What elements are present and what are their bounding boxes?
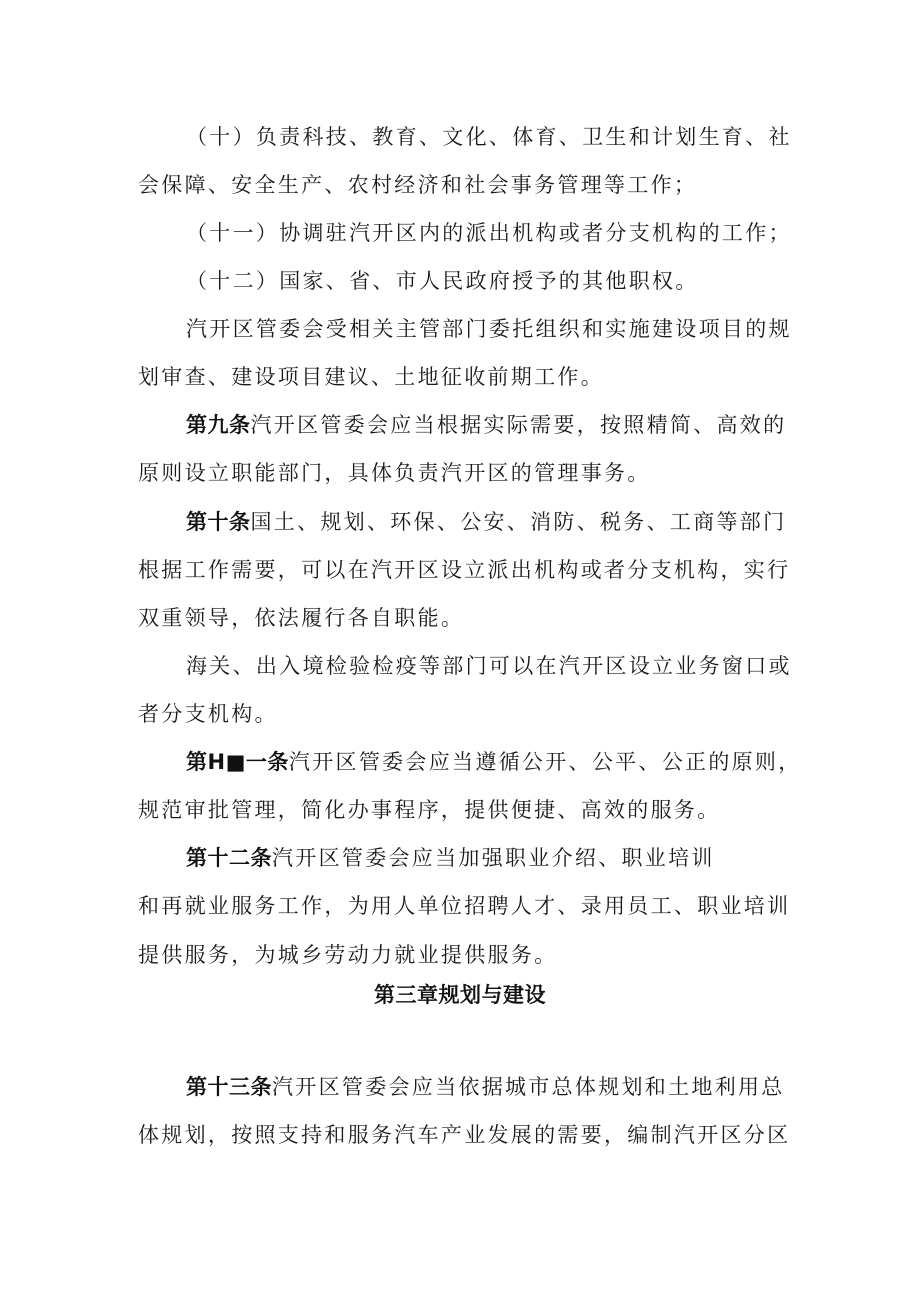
paragraph-item-12: （十二）国家、省、市人民政府授予的其他职权。 — [186, 269, 699, 293]
article-13-line-2: 体规划，按照支持和服务汽车产业发展的需要，编制汽开区分区 — [138, 1123, 791, 1147]
article-9-text: 汽开区管委会应当根据实际需要，按照精简、高效的 — [250, 413, 787, 437]
article-11-label: 第H■一条 — [186, 750, 289, 774]
article-11-text: 汽开区管委会应当遵循公开、公平、公正的原则， — [288, 750, 802, 774]
article-10-line-3: 双重领导，依法履行各自职能。 — [138, 606, 465, 630]
article-10-label: 第十条 — [186, 510, 251, 534]
article-11-line-1 — [186, 747, 802, 777]
chapter-3-heading: 第三章规划与建设 — [374, 983, 546, 1007]
article-13-line-1 — [186, 1072, 785, 1102]
article-12-text: 汽开区管委会应当加强职业介绍、职业培训 — [272, 846, 715, 870]
paragraph-item-10-line-1: （十）负责科技、教育、文化、体育、卫生和计划生育、社 — [186, 125, 792, 149]
article-13-label: 第十三条 — [186, 1075, 272, 1099]
article-12-line-3: 提供服务，为城乡劳动力就业提供服务。 — [138, 943, 558, 967]
article-11-line-2: 规范审批管理，简化办事程序，提供便捷、高效的服务。 — [138, 798, 721, 822]
paragraph-commission-line-1: 汽开区管委会受相关主管部门委托组织和实施建设项目的规 — [186, 317, 792, 341]
paragraph-commission-line-2: 划审查、建设项目建议、土地征收前期工作。 — [138, 365, 604, 389]
article-9-line-1 — [186, 410, 786, 440]
article-10-text: 国土、规划、环保、公安、消防、税务、工商等部门 — [250, 510, 787, 534]
paragraph-item-10-line-2: 会保障、安全生产、农村经济和社会事务管理等工作； — [138, 173, 698, 197]
article-13-text: 汽开区管委会应当依据城市总体规划和土地利用总 — [272, 1075, 785, 1099]
article-10-line-1 — [186, 507, 786, 537]
article-12-line-1 — [186, 843, 715, 873]
paragraph-item-11: （十一）协调驻汽开区内的派出机构或者分支机构的工作； — [186, 221, 792, 245]
article-12-label: 第十二条 — [186, 846, 272, 870]
paragraph-customs-line-1: 海关、出入境检验检疫等部门可以在汽开区设立业务窗口或 — [186, 654, 792, 678]
article-12-line-2: 和再就业服务工作，为用人单位招聘人才、录用员工、职业培训 — [138, 894, 791, 918]
paragraph-customs-line-2: 者分支机构。 — [138, 702, 278, 726]
article-9-line-2: 原则设立职能部门，具体负责汽开区的管理事务。 — [138, 461, 651, 485]
article-10-line-2: 根据工作需要，可以在汽开区设立派出机构或者分支机构，实行 — [138, 558, 791, 582]
article-9-label: 第九条 — [186, 413, 251, 437]
